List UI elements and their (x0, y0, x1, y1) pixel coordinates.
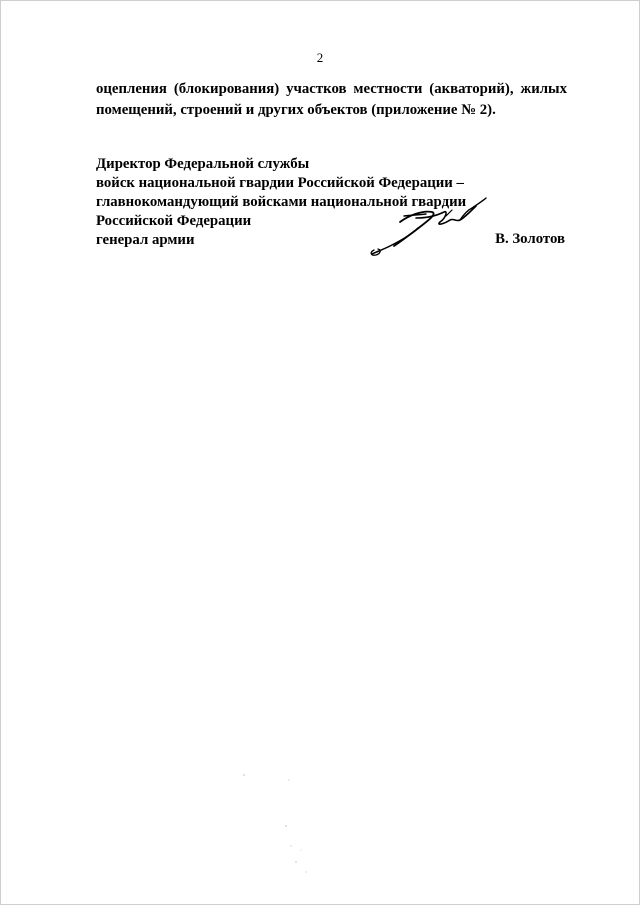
signatory-position-line: Российской Федерации (96, 213, 252, 229)
signer-name: В. Золотов (495, 231, 565, 247)
signatory-position-line: Директор Федеральной службы (96, 156, 310, 172)
page-number: 2 (316, 50, 324, 65)
paragraph-line: помещений, строений и других объектов (приложение № 2). (96, 102, 496, 118)
signatory-position-line: главнокомандующий войсками национальной гвардии (96, 194, 467, 210)
handwritten-signature (360, 188, 490, 260)
signatory-rank-line: генерал армии (96, 232, 195, 248)
signatory-position-line: войск национальной гвардии Российской Федерации – (96, 175, 464, 191)
paragraph-line: оцепления (блокирования) участков местности (акваторий), жилых (96, 81, 567, 97)
body-paragraph (96, 79, 567, 121)
